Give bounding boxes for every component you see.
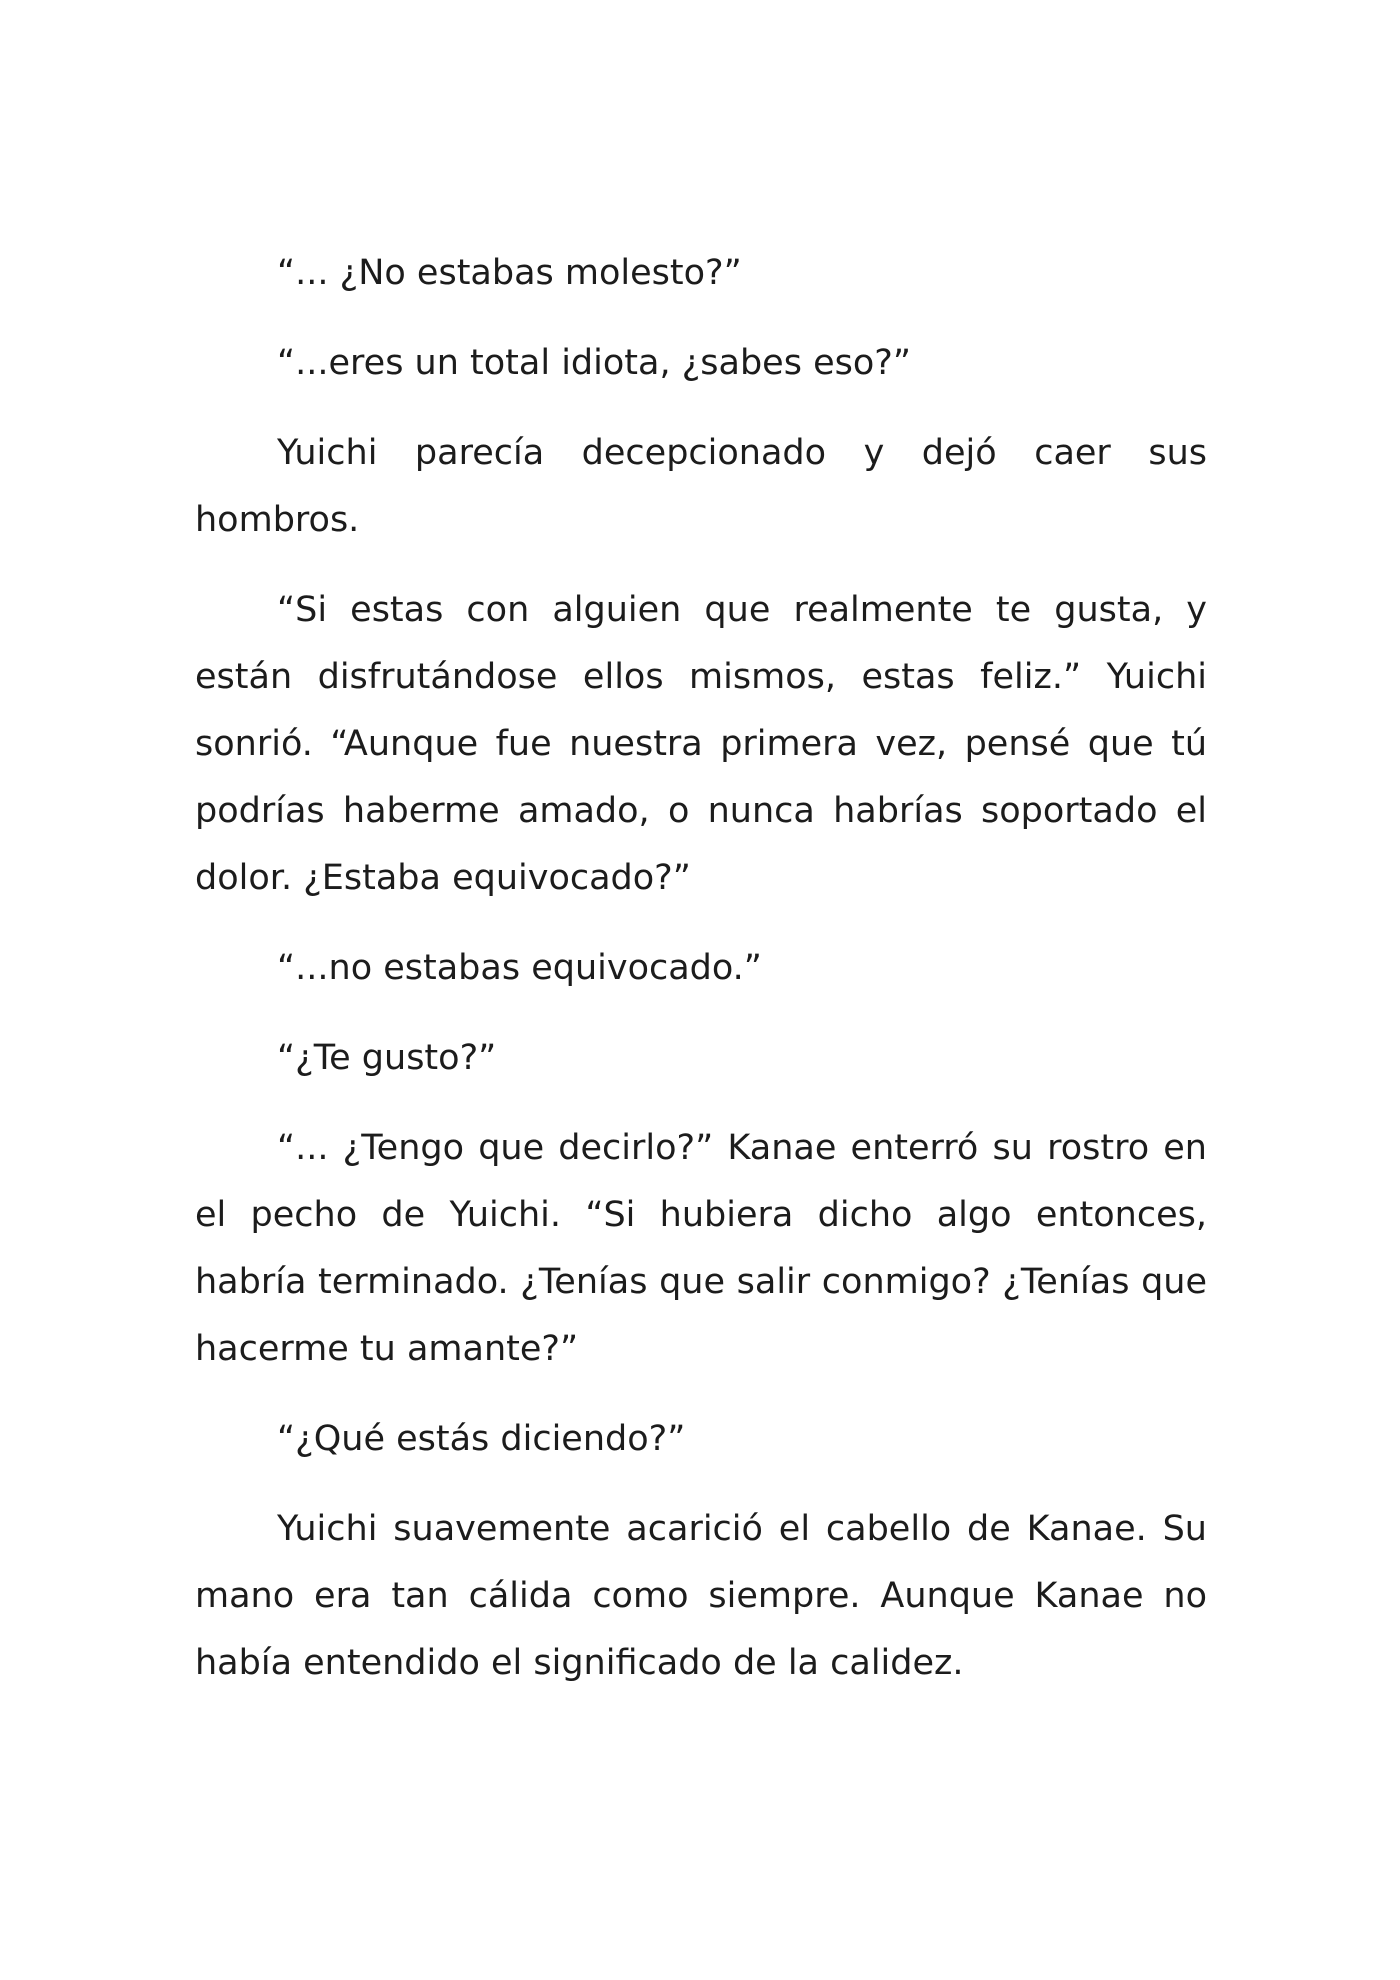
paragraph: “¿Te gusto?” — [277, 1038, 497, 1078]
paragraph: “¿Qué estás diciendo?” — [277, 1419, 686, 1459]
paragraph: “...no estabas equivocado.” — [277, 948, 762, 988]
body-text — [195, 240, 1207, 1720]
paragraph: “... ¿Tengo que decirlo?” Kanae enterró su rostro en el pecho de Yuichi. “Si hubiera dicho algo entonces, habría terminado. ¿Tenías que salir conmigo? ¿Tenías que hacerme tu amante?” — [195, 1128, 1207, 1369]
paragraph: “...eres un total idiota, ¿sabes eso?” — [277, 343, 911, 383]
paragraph: Yuichi suavemente acarició el cabello de Kanae. Su mano era tan cálida como siempre. Aunque Kanae no había entendido el significado de la calidez. — [195, 1509, 1207, 1683]
paragraph: “Si estas con alguien que realmente te gusta, y están disfrutándose ellos mismos, estas feliz.” Yuichi sonrió. “Aunque fue nuestra primera vez, pensé que tú podrías haberme amado, o nunca habrías soportado el dolor. ¿Estaba equivocado?” — [195, 590, 1207, 898]
paragraph: Yuichi parecía decepcionado y dejó caer sus hombros. — [195, 433, 1207, 540]
paragraph: “... ¿No estabas molesto?” — [277, 253, 742, 293]
